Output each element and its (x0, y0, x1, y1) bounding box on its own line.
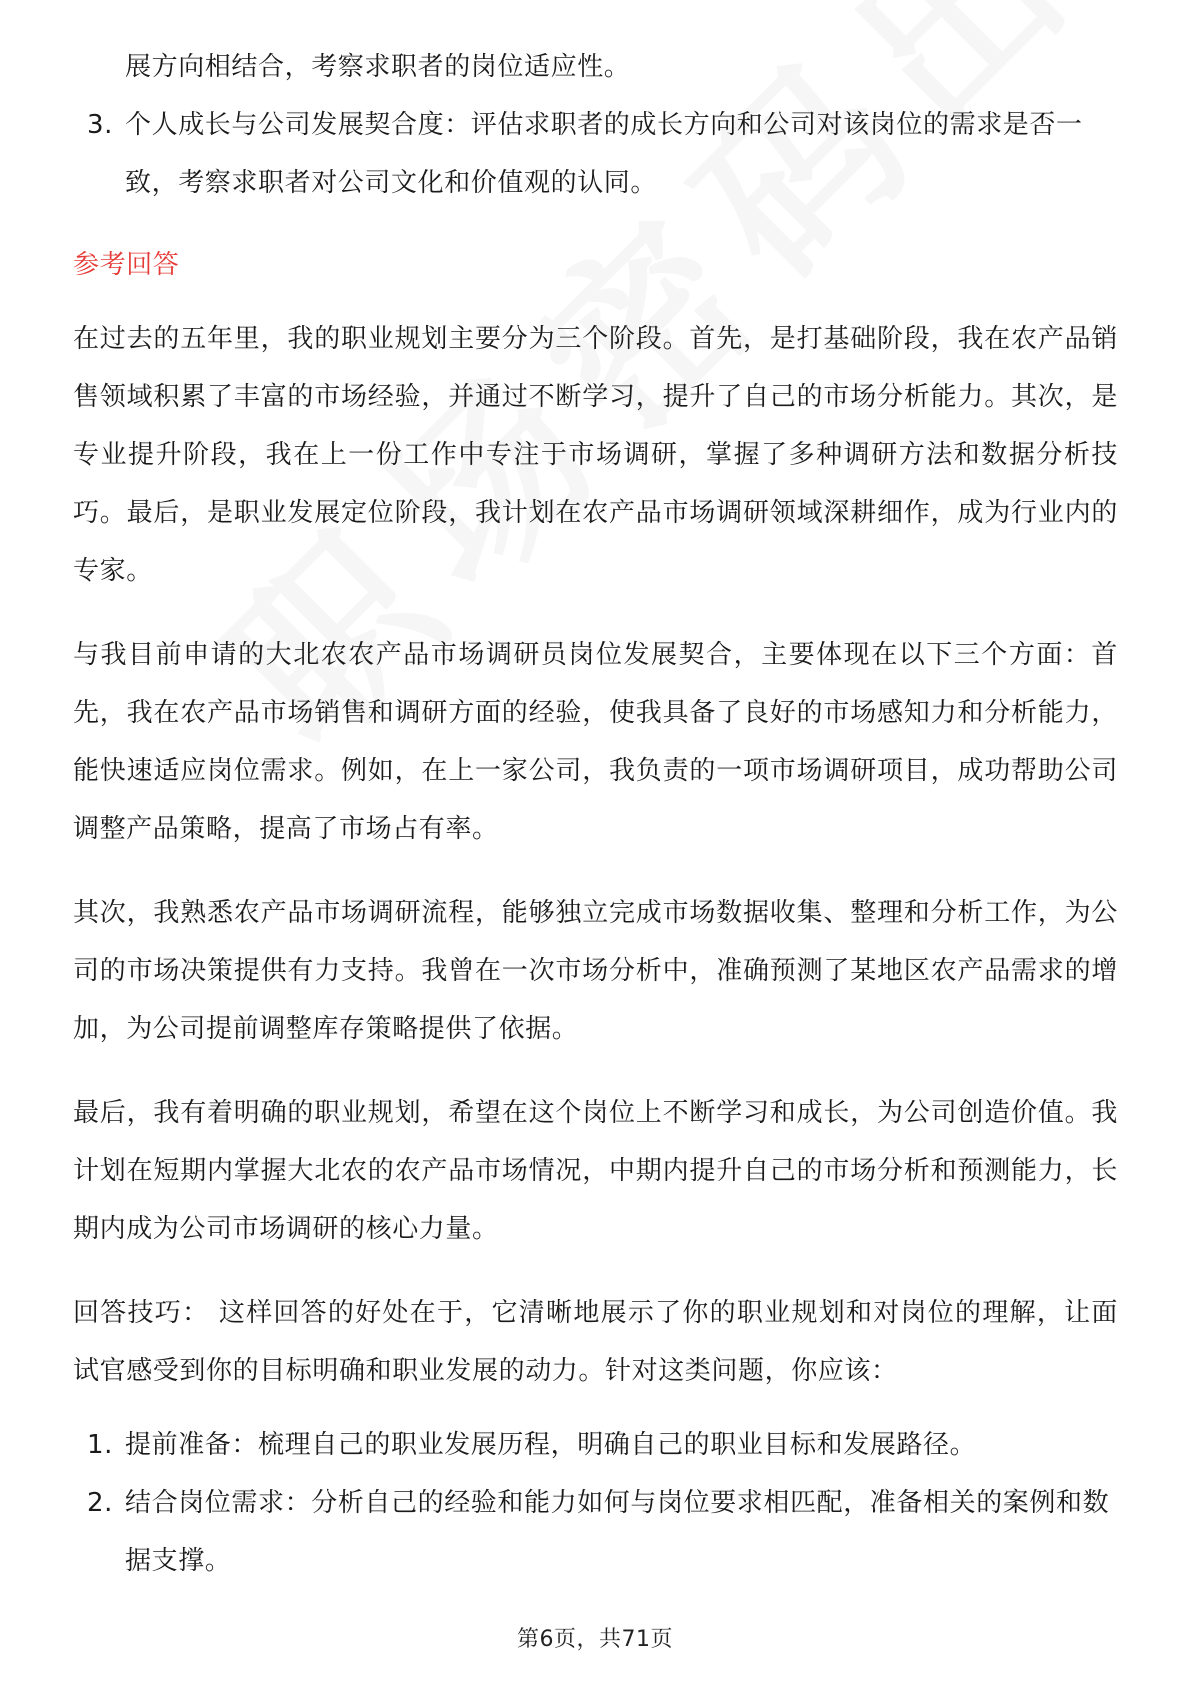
section-title: 参考回答 (73, 250, 180, 280)
tips-intro-paragraph: 回答技巧： 这样回答的好处在于，它清晰地展示了你的职业规划和对岗位的理解，让面试官感受到你的目标明确和职业发展的动力。针对这类问题，你应该： (73, 1298, 1118, 1386)
list-number: 3. (87, 110, 114, 140)
list-item-3 (73, 96, 1118, 212)
tips-list (73, 1416, 1118, 1590)
list-item-text: 个人成长与公司发展契合度：评估求职者的成长方向和公司对该岗位的需求是否一致，考察求职者对公司文化和价值观的认同。 (125, 110, 1083, 198)
answer-paragraph-2: 与我目前申请的大北农农产品市场调研员岗位发展契合，主要体现在以下三个方面：首先，我在农产品市场销售和调研方面的经验，使我具备了良好的市场感知力和分析能力，能快速适应岗位需求。例如，在上一家公司，我负责的一项市场调研项目，成功帮助公司调整产品策略，提高了市场占有率。 (73, 640, 1118, 844)
answer-paragraph-1: 在过去的五年里，我的职业规划主要分为三个阶段。首先，是打基础阶段，我在农产品销售领域积累了丰富的市场经验，并通过不断学习，提升了自己的市场分析能力。其次，是专业提升阶段，我在上一份工作中专注于市场调研，掌握了多种调研方法和数据分析技巧。最后，是职业发展定位阶段，我计划在农产品市场调研领域深耕细作，成为行业内的专家。 (73, 324, 1118, 586)
list-item-text: 展方向相结合，考察求职者的岗位适应性。 (125, 52, 631, 82)
list-item-text: 提前准备：梳理自己的职业发展历程，明确自己的职业目标和发展路径。 (125, 1430, 977, 1460)
answer-paragraph-4: 最后，我有着明确的职业规划，希望在这个岗位上不断学习和成长，为公司创造价值。我计划在短期内掌握大北农的农产品市场情况，中期内提升自己的市场分析和预测能力，长期内成为公司市场调研的核心力量。 (73, 1098, 1118, 1244)
tip-item-1 (73, 1416, 1118, 1474)
page-content (73, 38, 1118, 1590)
list-item-continuation (73, 38, 1118, 96)
tip-item-2 (73, 1474, 1118, 1590)
page-number-footer: 第6页，共71页 (517, 1627, 673, 1652)
list-number: 2. (87, 1488, 114, 1518)
list-number: 1. (87, 1430, 114, 1460)
list-item-text: 结合岗位需求：分析自己的经验和能力如何与岗位要求相匹配，准备相关的案例和数据支撑。 (125, 1488, 1110, 1576)
intro-list (73, 38, 1118, 212)
answer-paragraph-3: 其次，我熟悉农产品市场调研流程，能够独立完成市场数据收集、整理和分析工作，为公司的市场决策提供有力支持。我曾在一次市场分析中，准确预测了某地区农产品需求的增加，为公司提前调整库存策略提供了依据。 (73, 898, 1118, 1044)
